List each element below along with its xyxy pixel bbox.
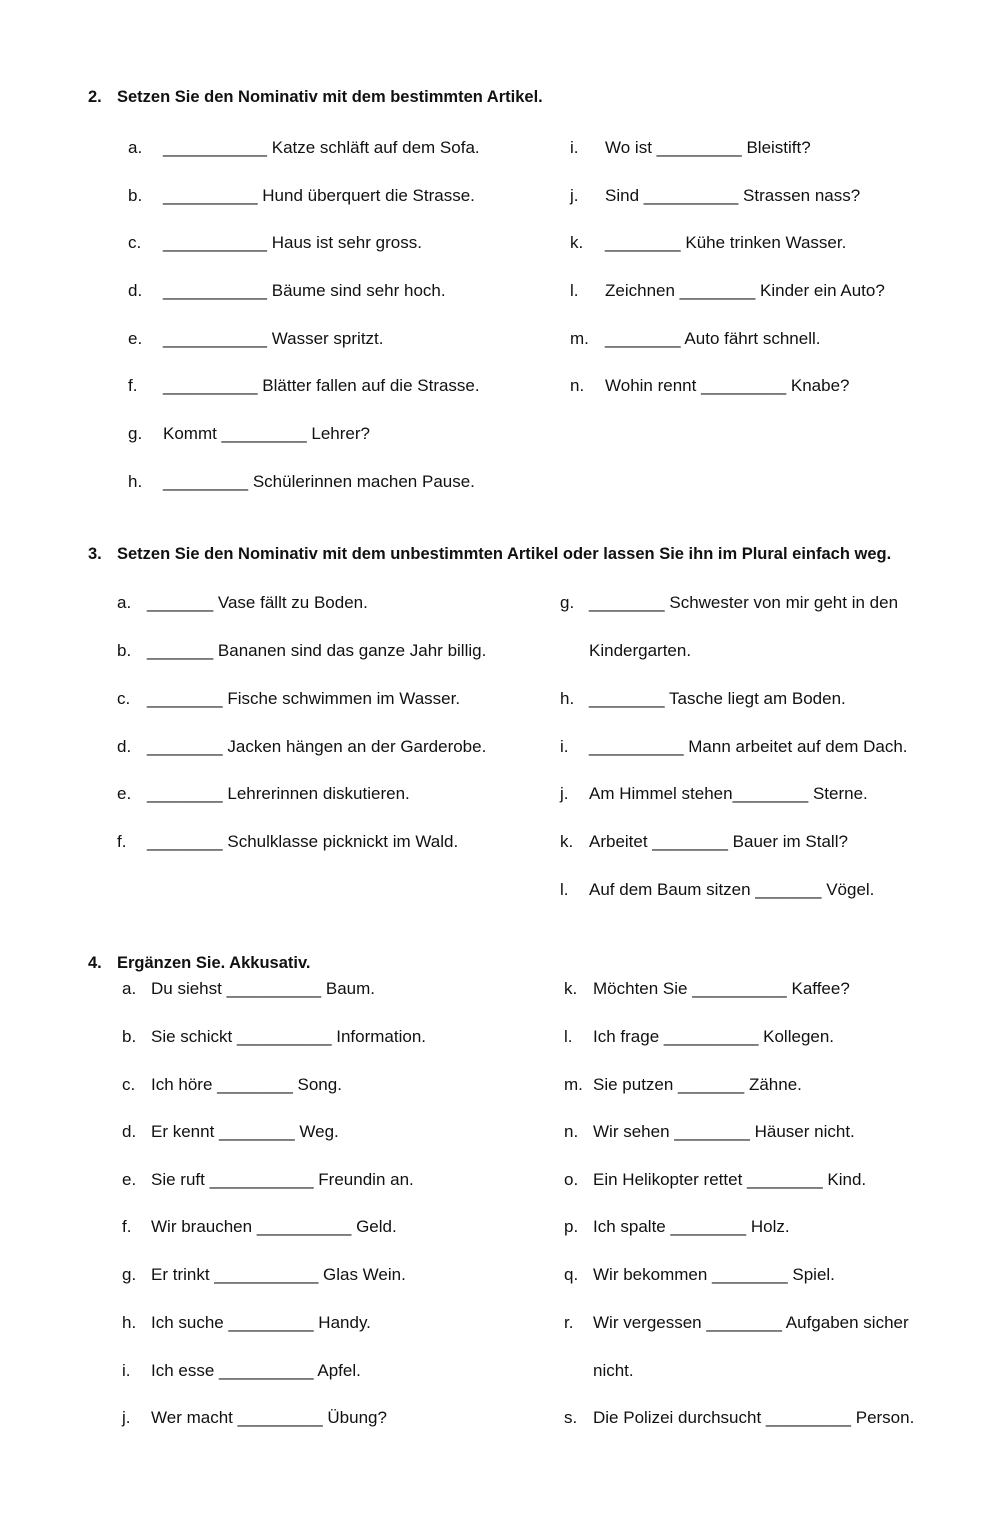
list-item: j. Sind __________ Strassen nass? <box>570 186 861 205</box>
list-item: l. Auf dem Baum sitzen _______ Vögel. <box>560 880 875 899</box>
list-item: m. Sie putzen _______ Zähne. <box>564 1075 802 1094</box>
list-item: d. Er kennt ________ Weg. <box>122 1122 339 1141</box>
list-item: k. ________ Kühe trinken Wasser. <box>570 233 847 252</box>
list-item: f. __________ Blätter fallen auf die Strasse. <box>128 376 480 395</box>
section-title: Setzen Sie den Nominativ mit dem bestimmten Artikel. <box>117 88 543 106</box>
list-item: g. Er trinkt ___________ Glas Wein. <box>122 1265 406 1284</box>
list-item: d. ___________ Bäume sind sehr hoch. <box>128 281 446 300</box>
list-item: g. ________ Schwester von mir geht in den <box>560 593 899 612</box>
list-item: i. Ich esse __________ Apfel. <box>122 1361 361 1380</box>
section-2-heading <box>88 88 543 107</box>
list-item: b. Sie schickt __________ Information. <box>122 1027 427 1046</box>
section-title: Setzen Sie den Nominativ mit dem unbestimmten Artikel oder lassen Sie ihn im Plural einfach weg. <box>117 545 892 563</box>
list-item: l. Ich frage __________ Kollegen. <box>564 1027 835 1046</box>
list-item: e. ___________ Wasser spritzt. <box>128 329 384 348</box>
list-item: f. ________ Schulklasse picknickt im Wald. <box>117 832 459 851</box>
list-item: b. __________ Hund überquert die Strasse. <box>128 186 475 205</box>
list-item: l. Zeichnen ________ Kinder ein Auto? <box>570 281 885 300</box>
section-title: Ergänzen Sie. Akkusativ. <box>117 954 311 972</box>
list-item: s. Die Polizei durchsucht _________ Person. <box>564 1408 915 1427</box>
list-item: q. Wir bekommen ________ Spiel. <box>564 1265 835 1284</box>
list-item: b. _______ Bananen sind das ganze Jahr billig. <box>117 641 487 660</box>
list-item: a. ___________ Katze schläft auf dem Sofa. <box>128 138 480 157</box>
list-item: o. Ein Helikopter rettet ________ Kind. <box>564 1170 867 1189</box>
list-item: i. Wo ist _________ Bleistift? <box>570 138 811 157</box>
list-item: a. _______ Vase fällt zu Boden. <box>117 593 368 612</box>
list-item: a. Du siehst __________ Baum. <box>122 979 375 998</box>
list-item: e. Sie ruft ___________ Freundin an. <box>122 1170 414 1189</box>
section-number: 4. <box>88 954 102 972</box>
list-item: c. ___________ Haus ist sehr gross. <box>128 233 422 252</box>
section-number: 2. <box>88 88 102 106</box>
list-item: h. Ich suche _________ Handy. <box>122 1313 371 1332</box>
section-3-heading <box>88 545 891 564</box>
list-item: n. Wir sehen ________ Häuser nicht. <box>564 1122 855 1141</box>
section-4-heading <box>88 954 311 973</box>
list-item: e. ________ Lehrerinnen diskutieren. <box>117 784 410 803</box>
list-item: j. Wer macht _________ Übung? <box>122 1408 387 1427</box>
list-item: m. ________ Auto fährt schnell. <box>570 329 821 348</box>
list-item: d. ________ Jacken hängen an der Garderobe. <box>117 737 487 756</box>
list-item: h. ________ Tasche liegt am Boden. <box>560 689 846 708</box>
list-item: c. ________ Fische schwimmen im Wasser. <box>117 689 461 708</box>
list-item: r. Wir vergessen ________ Aufgaben sicher <box>564 1313 909 1332</box>
list-item: k. Möchten Sie __________ Kaffee? <box>564 979 850 998</box>
list-item: h. _________ Schülerinnen machen Pause. <box>128 472 475 491</box>
list-item: g. Kommt _________ Lehrer? <box>128 424 370 443</box>
list-item: j. Am Himmel stehen________ Sterne. <box>560 784 868 803</box>
list-item: f. Wir brauchen __________ Geld. <box>122 1217 397 1236</box>
list-item: p. Ich spalte ________ Holz. <box>564 1217 790 1236</box>
list-item: n. Wohin rennt _________ Knabe? <box>570 376 850 395</box>
list-item: k. Arbeitet ________ Bauer im Stall? <box>560 832 848 851</box>
list-item: c. Ich höre ________ Song. <box>122 1075 342 1094</box>
list-item: i. __________ Mann arbeitet auf dem Dach. <box>560 737 908 756</box>
section-number: 3. <box>88 545 102 563</box>
